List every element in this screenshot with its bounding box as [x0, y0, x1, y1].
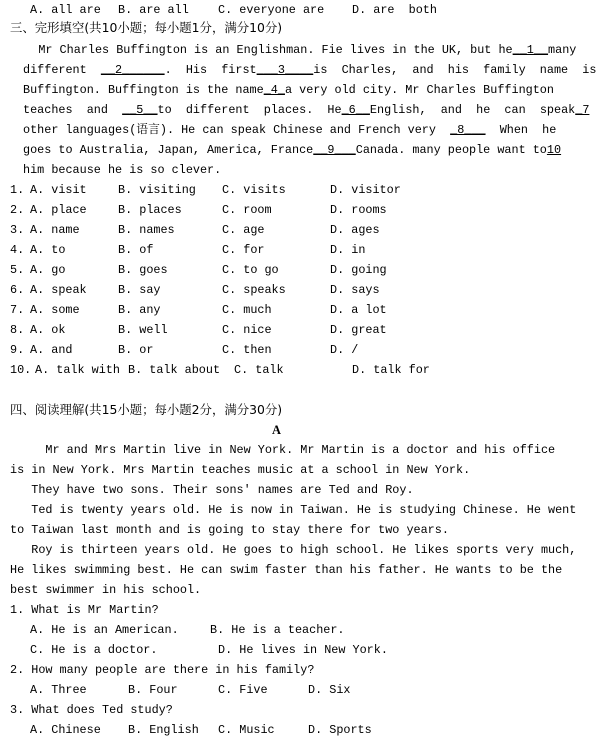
option-d: D. in: [330, 243, 366, 257]
question-number: 7.: [10, 303, 25, 317]
reading-option: B. English: [128, 723, 199, 737]
question-number: 4.: [10, 243, 25, 257]
option-a: A. to: [30, 243, 66, 257]
option-a: A. ok: [30, 323, 66, 337]
option-b: B. well: [118, 323, 168, 337]
option-b: B. talk about: [128, 363, 221, 377]
reading-option: C. Music: [218, 723, 275, 737]
reading-passage-line: is in New York. Mrs Martin teaches music at a school in New York.: [10, 463, 471, 477]
option-c: C. room: [222, 203, 272, 217]
question-number: 6.: [10, 283, 25, 297]
option-d: D. going: [330, 263, 387, 277]
option-b: B. visiting: [118, 183, 196, 197]
reading-passage-line: Ted is twenty years old. He is now in Taiwan. He is studying Chinese. He went: [10, 503, 577, 517]
reading-passage-line: They have two sons. Their sons' names are Ted and Roy.: [10, 483, 414, 497]
option-a: A. name: [30, 223, 80, 237]
option-c: C. for: [222, 243, 265, 257]
option-c: C. talk: [234, 363, 284, 377]
option-b: B. goes: [118, 263, 168, 277]
option-d: D. talk for: [352, 363, 430, 377]
reading-option: B. Four: [128, 683, 178, 697]
top-option-b: B. are all: [118, 3, 189, 17]
reading-question: 1. What is Mr Martin?: [10, 603, 159, 617]
reading-option: A. He is an American.: [30, 623, 179, 637]
option-b: B. or: [118, 343, 154, 357]
option-a: A. talk with: [35, 363, 120, 377]
reading-option: D. Sports: [308, 723, 372, 737]
option-a: A. place: [30, 203, 87, 217]
reading-passage-line: Mr and Mrs Martin live in New York. Mr Martin is a doctor and his office: [10, 443, 556, 457]
option-a: A. speak: [30, 283, 87, 297]
option-a: A. and: [30, 343, 73, 357]
passage-line-5: other languages(语言). He can speak Chinese and French very _8___ When he: [23, 123, 557, 137]
option-b: B. places: [118, 203, 182, 217]
top-option-d: D. are both: [352, 3, 437, 17]
section3-title: 三、完形填空(共10小题；每小题1分，满分10分): [10, 20, 283, 35]
reading-option: C. Five: [218, 683, 268, 697]
reading-question: 2. How many people are there in his family?: [10, 663, 315, 677]
reading-option: C. He is a doctor.: [30, 643, 158, 657]
reading-option: D. Six: [308, 683, 351, 697]
option-a: A. go: [30, 263, 66, 277]
reading-option: B. He is a teacher.: [210, 623, 345, 637]
option-c: C. age: [222, 223, 265, 237]
reading-option: A. Three: [30, 683, 87, 697]
reading-passage-line: Roy is thirteen years old. He goes to high school. He likes sports very much,: [10, 543, 577, 557]
reading-question: 3. What does Ted study?: [10, 703, 173, 717]
question-number: 5.: [10, 263, 25, 277]
question-number: 2.: [10, 203, 25, 217]
question-number: 9.: [10, 343, 25, 357]
option-d: D. says: [330, 283, 380, 297]
option-b: B. any: [118, 303, 161, 317]
option-d: D. rooms: [330, 203, 387, 217]
option-c: C. speaks: [222, 283, 286, 297]
passage-line-3: Buffington. Buffington is the name_4_a very old city. Mr Charles Buffington: [23, 83, 554, 97]
option-b: B. of: [118, 243, 154, 257]
reading-passage-line: He likes swimming best. He can swim faster than his father. He wants to be the: [10, 563, 563, 577]
question-number: 3.: [10, 223, 25, 237]
question-number: 8.: [10, 323, 25, 337]
passage-line-7: him because he is so clever.: [23, 163, 222, 177]
top-option-c: C. everyone are: [218, 3, 325, 17]
top-option-a: A. all are: [30, 3, 101, 17]
reading-option: A. Chinese: [30, 723, 101, 737]
option-b: B. names: [118, 223, 175, 237]
option-c: C. nice: [222, 323, 272, 337]
option-c: C. much: [222, 303, 272, 317]
reading-passage-line: to Taiwan last month and is going to stay there for two years.: [10, 523, 449, 537]
reading-passage-line: best swimmer in his school.: [10, 583, 202, 597]
option-d: D. visitor: [330, 183, 401, 197]
reading-option: D. He lives in New York.: [218, 643, 388, 657]
option-c: C. visits: [222, 183, 286, 197]
question-number: 1.: [10, 183, 25, 197]
option-a: A. visit: [30, 183, 87, 197]
part-label: A: [272, 423, 281, 437]
option-d: D. great: [330, 323, 387, 337]
option-c: C. to go: [222, 263, 279, 277]
passage-line-1: Mr Charles Buffington is an Englishman. Fie lives in the UK, but he__1__many: [10, 43, 577, 57]
passage-line-2: different __2______. His first___3____is Charles, and his family name is: [23, 63, 596, 77]
passage-line-4: teaches and __5__to different places. He_6__English, and he can speak_7: [23, 103, 590, 117]
option-d: D. a lot: [330, 303, 387, 317]
option-d: D. /: [330, 343, 359, 357]
option-a: A. some: [30, 303, 80, 317]
section4-title: 四、阅读理解(共15小题；每小题2分，满分30分): [10, 402, 283, 417]
option-c: C. then: [222, 343, 272, 357]
option-b: B. say: [118, 283, 161, 297]
option-d: D. ages: [330, 223, 380, 237]
question-number: 10.: [10, 363, 32, 377]
passage-line-6: goes to Australia, Japan, America, France__9___Canada. many people want to10: [23, 143, 562, 157]
